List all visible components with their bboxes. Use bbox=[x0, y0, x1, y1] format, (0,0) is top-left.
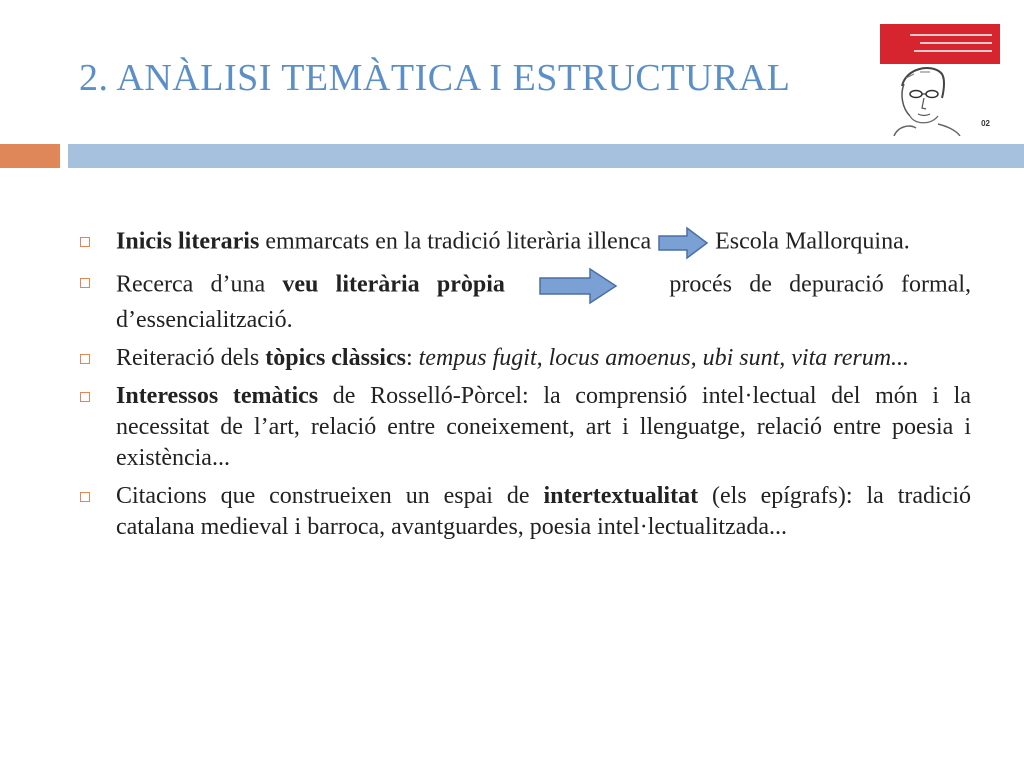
bullet-bold-text: tòpics clàssics bbox=[265, 345, 406, 371]
bullet-text: Recerca d’una bbox=[116, 271, 283, 298]
bullet-square-icon bbox=[80, 492, 90, 502]
accent-band-orange bbox=[0, 144, 60, 168]
list-item bbox=[78, 381, 971, 474]
bullet-text: Escola Mallorquina. bbox=[715, 228, 910, 255]
bullet-bold-text: veu literària pròpia bbox=[282, 271, 505, 298]
bullet-square-icon bbox=[80, 354, 90, 364]
bullet-text: Citacions que construeixen un espai de bbox=[116, 483, 544, 509]
slide-title: 2. ANÀLISI TEMÀTICA I ESTRUCTURAL bbox=[79, 57, 791, 99]
list-item bbox=[78, 343, 971, 374]
bullet-square-icon bbox=[80, 392, 90, 402]
list-item bbox=[78, 481, 971, 543]
bullet-list bbox=[78, 226, 971, 550]
bullet-bold-text: intertextualitat bbox=[543, 483, 699, 509]
list-item bbox=[78, 267, 971, 336]
bullet-text: emmarcats en la tradició literària illenca bbox=[259, 228, 652, 255]
bullet-text: Reiteració dels bbox=[116, 345, 266, 371]
bullet-bold-text: Inicis literaris bbox=[116, 228, 260, 255]
bullet-square-icon bbox=[80, 278, 90, 288]
bullet-italic-text: tempus fugit, locus amoenus, ubi sunt, vita rerum... bbox=[418, 345, 910, 371]
cover-number: 02 bbox=[981, 119, 990, 128]
bullet-text: de Rosselló-Pòrcel: la comprensió intel·lectual del món i la necessitat de l’art, relació entre coneixement, art i llenguatge, relació entre poesia i existència... bbox=[116, 383, 972, 471]
bullet-text: procés de depuració formal, d’essencialització. bbox=[116, 271, 971, 333]
right-arrow-icon bbox=[657, 226, 709, 260]
list-item bbox=[78, 226, 971, 260]
accent-band-blue bbox=[68, 144, 1024, 168]
bullet-text: : bbox=[405, 345, 419, 371]
book-cover-image bbox=[880, 24, 1000, 136]
right-arrow-icon bbox=[538, 267, 618, 305]
bullet-bold-text: Interessos temàtics bbox=[116, 383, 319, 409]
bullet-square-icon bbox=[80, 237, 90, 247]
bullet-text: (els epígrafs): la tradició catalana medieval i barroca, avantguardes, poesia intel·lectualitzada... bbox=[116, 483, 972, 540]
